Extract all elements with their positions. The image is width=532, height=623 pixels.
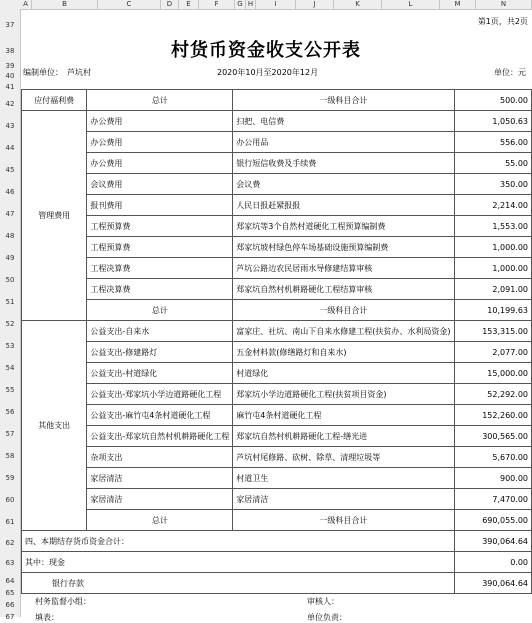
row-header[interactable]: 45 bbox=[5, 166, 15, 174]
row-header[interactable]: 40 bbox=[5, 72, 15, 80]
row-header[interactable]: 38 bbox=[5, 47, 15, 55]
row-header[interactable]: 58 bbox=[5, 452, 15, 460]
detail-cell[interactable]: 五金材料款(修缮路灯和自来水) bbox=[233, 342, 454, 363]
column-header[interactable]: G bbox=[235, 0, 246, 9]
table-row bbox=[22, 468, 532, 489]
item-cell[interactable]: 工程预算费 bbox=[87, 237, 233, 258]
table-row bbox=[22, 216, 532, 237]
summary-label-cell[interactable]: 银行存款 bbox=[22, 573, 455, 594]
responsible-label: 单位负责： bbox=[307, 613, 347, 622]
column-header[interactable]: C bbox=[98, 0, 161, 9]
row-header[interactable]: 41 bbox=[5, 83, 15, 91]
detail-cell[interactable]: 芦坑村尾修路、砍树、除草、清理垃圾等 bbox=[233, 447, 454, 468]
amount-cell[interactable]: 500.00 bbox=[454, 90, 531, 111]
table-row bbox=[22, 510, 532, 531]
table-row bbox=[22, 258, 532, 279]
summary-amount-cell[interactable]: 390,064.64 bbox=[454, 573, 531, 594]
amount-cell[interactable]: 2,077.00 bbox=[454, 342, 531, 363]
row-header[interactable]: 48 bbox=[5, 232, 15, 240]
group-label-cell[interactable]: 管理费用 bbox=[22, 111, 87, 321]
column-header[interactable]: L bbox=[382, 0, 440, 9]
row-header[interactable]: 55 bbox=[5, 386, 15, 394]
detail-cell[interactable]: 家居清洁 bbox=[233, 489, 454, 510]
summary-label-cell[interactable]: 四、本期结存货币资金合计： bbox=[22, 531, 455, 552]
detail-cell[interactable]: 人民日报赶紧报报 bbox=[233, 195, 454, 216]
detail-cell[interactable]: 郑家坑自然村机耕路硬化工程-缮光进 bbox=[233, 426, 454, 447]
column-header[interactable]: N bbox=[476, 0, 532, 9]
item-cell[interactable]: 公益支出-自来水 bbox=[87, 321, 233, 342]
page-info: 第1页，共2页 bbox=[477, 17, 528, 26]
detail-cell[interactable]: 郑家坑自然村机耕路硬化工程结算审核 bbox=[233, 279, 454, 300]
period: 2020年10月至2020年12月 bbox=[217, 68, 319, 77]
amount-cell[interactable]: 1,000.00 bbox=[454, 258, 531, 279]
detail-cell[interactable]: 富家庄、社坑、南山下自来水修建工程(扶贫办、水利局资金) bbox=[233, 321, 454, 342]
summary-amount-cell[interactable]: 0.00 bbox=[454, 552, 531, 573]
amount-cell[interactable]: 152,260.00 bbox=[454, 405, 531, 426]
table-row bbox=[22, 426, 532, 447]
row-header[interactable]: 56 bbox=[5, 408, 15, 416]
item-cell[interactable]: 公益支出-郑家坑自然村机耕路硬化工程 bbox=[87, 426, 233, 447]
column-header[interactable]: B bbox=[32, 0, 98, 9]
row-header[interactable]: 57 bbox=[5, 430, 15, 438]
item-cell[interactable]: 公益支出-村道绿化 bbox=[87, 363, 233, 384]
summary-row bbox=[22, 531, 532, 552]
table-row bbox=[22, 195, 532, 216]
row-header[interactable]: 64 bbox=[5, 577, 15, 585]
table-row bbox=[22, 237, 532, 258]
row-header[interactable]: 59 bbox=[5, 474, 15, 482]
column-header[interactable]: I bbox=[256, 0, 296, 9]
table-row bbox=[22, 363, 532, 384]
column-header[interactable]: M bbox=[440, 0, 476, 9]
detail-cell[interactable]: 村道绿化 bbox=[233, 363, 454, 384]
row-header[interactable]: 49 bbox=[5, 254, 15, 262]
amount-cell[interactable]: 1,050.63 bbox=[454, 111, 531, 132]
row-header[interactable]: 53 bbox=[5, 342, 15, 350]
row-header[interactable]: 39 bbox=[5, 62, 15, 70]
row-header[interactable]: 61 bbox=[5, 518, 15, 526]
item-cell[interactable]: 工程预算费 bbox=[87, 216, 233, 237]
row-header[interactable]: 47 bbox=[5, 210, 15, 218]
supervisor-label: 村务监督小组： bbox=[35, 597, 91, 606]
item-cell[interactable]: 杂项支出 bbox=[87, 447, 233, 468]
item-cell[interactable]: 会议费用 bbox=[87, 174, 233, 195]
summary-amount-cell[interactable]: 390,064.64 bbox=[454, 531, 531, 552]
table-row bbox=[22, 153, 532, 174]
currency-unit: 单位：元 bbox=[494, 68, 526, 77]
amount-cell[interactable]: 2,214.00 bbox=[454, 195, 531, 216]
amount-cell[interactable]: 5,670.00 bbox=[454, 447, 531, 468]
column-header[interactable]: F bbox=[199, 0, 235, 9]
amount-cell[interactable]: 1,553.00 bbox=[454, 216, 531, 237]
table-row bbox=[22, 111, 532, 132]
item-cell[interactable]: 办公费用 bbox=[87, 132, 233, 153]
amount-cell[interactable]: 153,315.00 bbox=[454, 321, 531, 342]
amount-cell[interactable]: 900.00 bbox=[454, 468, 531, 489]
amount-cell[interactable]: 2,091.00 bbox=[454, 279, 531, 300]
category-cell[interactable]: 应付福利费 bbox=[22, 90, 87, 111]
amount-cell[interactable]: 55.00 bbox=[454, 153, 531, 174]
unit-label: 编制单位： bbox=[23, 68, 63, 77]
detail-cell[interactable]: 一级科目合计 bbox=[233, 510, 454, 531]
detail-cell[interactable]: 郑家坑小学边道路硬化工程(扶贫项目资金) bbox=[233, 384, 454, 405]
table-row bbox=[22, 489, 532, 510]
column-header[interactable]: E bbox=[179, 0, 199, 9]
row-header[interactable]: 46 bbox=[5, 188, 15, 196]
row-header[interactable]: 65 bbox=[5, 589, 15, 597]
column-header-bar bbox=[0, 0, 532, 10]
column-header[interactable]: D bbox=[161, 0, 179, 9]
amount-cell[interactable]: 10,199.63 bbox=[454, 300, 531, 321]
table-row bbox=[22, 279, 532, 300]
row-header[interactable]: 67 bbox=[5, 613, 15, 621]
detail-cell[interactable]: 芦坑公路边农民居雨水导修建结算审核 bbox=[233, 258, 454, 279]
amount-cell[interactable]: 52,292.00 bbox=[454, 384, 531, 405]
row-header[interactable]: 66 bbox=[5, 601, 15, 609]
sheet-area[interactable] bbox=[21, 10, 532, 622]
item-cell[interactable]: 总计 bbox=[87, 300, 233, 321]
item-cell[interactable]: 家居清洁 bbox=[87, 489, 233, 510]
row-header[interactable]: 43 bbox=[5, 122, 15, 130]
column-header[interactable]: H bbox=[246, 0, 256, 9]
detail-cell[interactable]: 麻竹屯4条村道硬化工程 bbox=[233, 405, 454, 426]
row-header[interactable]: 51 bbox=[5, 298, 15, 306]
item-cell[interactable]: 工程决算费 bbox=[87, 258, 233, 279]
amount-cell[interactable]: 7,470.00 bbox=[454, 489, 531, 510]
detail-cell[interactable]: 村道卫生 bbox=[233, 468, 454, 489]
summary-row bbox=[22, 552, 532, 573]
report-title: 村货币资金收支公开表 bbox=[171, 40, 361, 61]
summary-label-cell[interactable]: 其中：现金 bbox=[22, 552, 455, 573]
row-header-bar bbox=[0, 9, 21, 621]
item-cell[interactable]: 公益支出-郑家坑小学边道路硬化工程 bbox=[87, 384, 233, 405]
item-cell[interactable]: 总计 bbox=[87, 510, 233, 531]
row-header[interactable]: 60 bbox=[5, 496, 15, 504]
table-row bbox=[22, 405, 532, 426]
detail-cell[interactable]: 郑家坑坡村绿色停车场基础设施预算编制费 bbox=[233, 237, 454, 258]
item-cell[interactable]: 工程决算费 bbox=[87, 279, 233, 300]
detail-cell[interactable]: 会议费 bbox=[233, 174, 454, 195]
unit-value: 芦坑村 bbox=[67, 68, 91, 77]
table-row bbox=[22, 174, 532, 195]
amount-cell[interactable]: 690,055.00 bbox=[454, 510, 531, 531]
preparer-label: 填表： bbox=[35, 613, 59, 622]
item-cell[interactable]: 办公费用 bbox=[87, 153, 233, 174]
amount-cell[interactable]: 15,000.00 bbox=[454, 363, 531, 384]
column-header[interactable]: K bbox=[334, 0, 382, 9]
row-header[interactable]: 50 bbox=[5, 276, 15, 284]
detail-cell[interactable]: 一级科目合计 bbox=[233, 300, 454, 321]
item-cell[interactable]: 公益支出-修建路灯 bbox=[87, 342, 233, 363]
table-row bbox=[22, 132, 532, 153]
row-header[interactable]: 37 bbox=[5, 21, 15, 29]
detail-cell[interactable]: 办公用品 bbox=[233, 132, 454, 153]
amount-cell[interactable]: 350.00 bbox=[454, 174, 531, 195]
table-row bbox=[22, 342, 532, 363]
table-row bbox=[22, 300, 532, 321]
item-cell[interactable]: 家居清洁 bbox=[87, 468, 233, 489]
item-cell[interactable]: 公益支出-麻竹屯4条村道硬化工程 bbox=[87, 405, 233, 426]
row-header[interactable]: 54 bbox=[5, 364, 15, 372]
row-header[interactable]: 44 bbox=[5, 144, 15, 152]
amount-cell[interactable]: 1,000.00 bbox=[454, 237, 531, 258]
amount-cell[interactable]: 300,565.00 bbox=[454, 426, 531, 447]
reviewer-label: 审核人： bbox=[307, 597, 339, 606]
table-row bbox=[22, 447, 532, 468]
table-row bbox=[22, 321, 532, 342]
summary-row bbox=[22, 573, 532, 594]
detail-cell[interactable]: 扫把、电信费 bbox=[233, 111, 454, 132]
amount-cell[interactable]: 556.00 bbox=[454, 132, 531, 153]
column-header[interactable]: A bbox=[20, 0, 32, 9]
row-header[interactable]: 52 bbox=[5, 320, 15, 328]
table-row bbox=[22, 384, 532, 405]
detail-cell[interactable]: 一级科目合计 bbox=[233, 90, 454, 111]
row-header[interactable]: 62 bbox=[5, 539, 15, 547]
detail-cell[interactable]: 银行短信收费及手续费 bbox=[233, 153, 454, 174]
item-cell[interactable]: 报刊费用 bbox=[87, 195, 233, 216]
item-cell[interactable]: 总计 bbox=[87, 90, 233, 111]
row-header[interactable]: 63 bbox=[5, 559, 15, 567]
column-header[interactable]: J bbox=[296, 0, 334, 9]
ledger-table bbox=[21, 89, 532, 594]
table-row bbox=[22, 90, 532, 111]
group-label-cell[interactable]: 其他支出 bbox=[22, 321, 87, 531]
detail-cell[interactable]: 郑家坑等3个自然村道硬化工程预算编制费 bbox=[233, 216, 454, 237]
row-header[interactable]: 42 bbox=[5, 100, 15, 108]
item-cell[interactable]: 办公费用 bbox=[87, 111, 233, 132]
